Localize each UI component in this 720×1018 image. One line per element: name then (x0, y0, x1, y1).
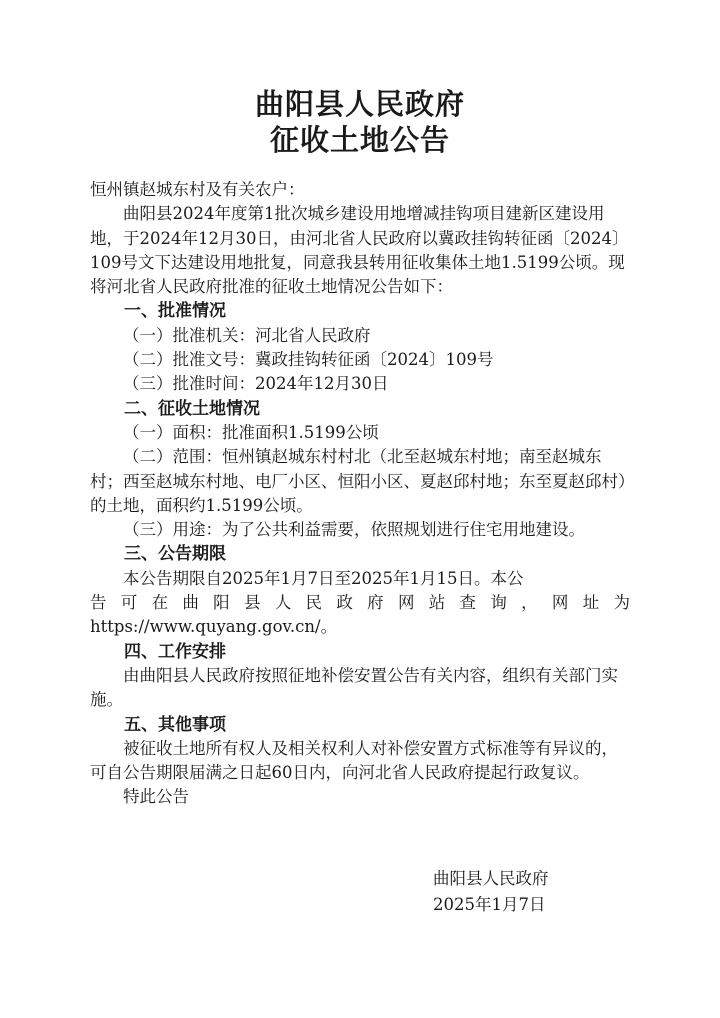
section-approval-heading: 一、批准情况 (124, 301, 226, 322)
period-text-line-2: 告可在曲阳县人民政府网站查询，网址为 (90, 593, 630, 613)
other-text: 被征收土地所有权人及相关权利人对补偿安置方式标准等有异议的，可自公告期限届满之日起60日内，向河北省人民政府提起行政复议。 (90, 738, 618, 783)
period-text-line-1: 本公告期限自2025年1月7日至2025年1月15日。本公 (123, 568, 524, 588)
approval-doc-number: （二）批准文号：冀政挂钩转征函〔2024〕109号 (123, 350, 494, 370)
salutation: 恒州镇赵城东村及有关农户： (90, 180, 305, 199)
land-area: （一）面积：批准面积1.5199公顷 (123, 422, 379, 442)
period-url: https://www.quyang.gov.cn/。 (90, 617, 338, 637)
closing-text: 特此公告 (123, 787, 189, 807)
title-line-1: 曲阳县人民政府 (254, 87, 465, 121)
section-land-heading: 二、征收土地情况 (124, 398, 260, 419)
section-work-heading: 四、工作安排 (124, 641, 226, 662)
approval-authority: （一）批准机关：河北省人民政府 (123, 325, 371, 345)
land-scope: （二）范围：恒州镇赵城东村村北（北至赵城东村地；南至赵城东村；西至赵城东村地、电厂小区、恒阳小区、夏赵邱村地；东至夏赵邱村）的土地，面积约1.5199公顷。 (90, 447, 627, 515)
section-other-heading: 五、其他事项 (124, 714, 226, 735)
notice-body (90, 178, 630, 810)
intro-paragraph: 曲阳县2024年度第1批次城乡建设用地增减挂钩项目建新区建设用地，于2024年12月30日，由河北省人民政府以冀政挂钩转征函〔2024〕109号文下达建设用地批复，同意我县转用征收集体土地1.5199公顷。现将河北省人民政府批准的征收土地情况公告如下： (90, 204, 629, 297)
signature-block (433, 866, 549, 918)
work-text: 由曲阳县人民政府按照征地补偿安置公告有关内容，组织有关部门实施。 (90, 665, 618, 710)
signature-org: 曲阳县人民政府 (433, 869, 549, 888)
land-use: （三）用途：为了公共利益需要，依照规划进行住宅用地建设。 (123, 520, 585, 540)
approval-date: （三）批准时间：2024年12月30日 (123, 374, 389, 394)
title-line-2: 征收土地公告 (269, 123, 450, 157)
signature-date: 2025年1月7日 (433, 895, 546, 914)
section-period-heading: 三、公告期限 (124, 544, 226, 565)
